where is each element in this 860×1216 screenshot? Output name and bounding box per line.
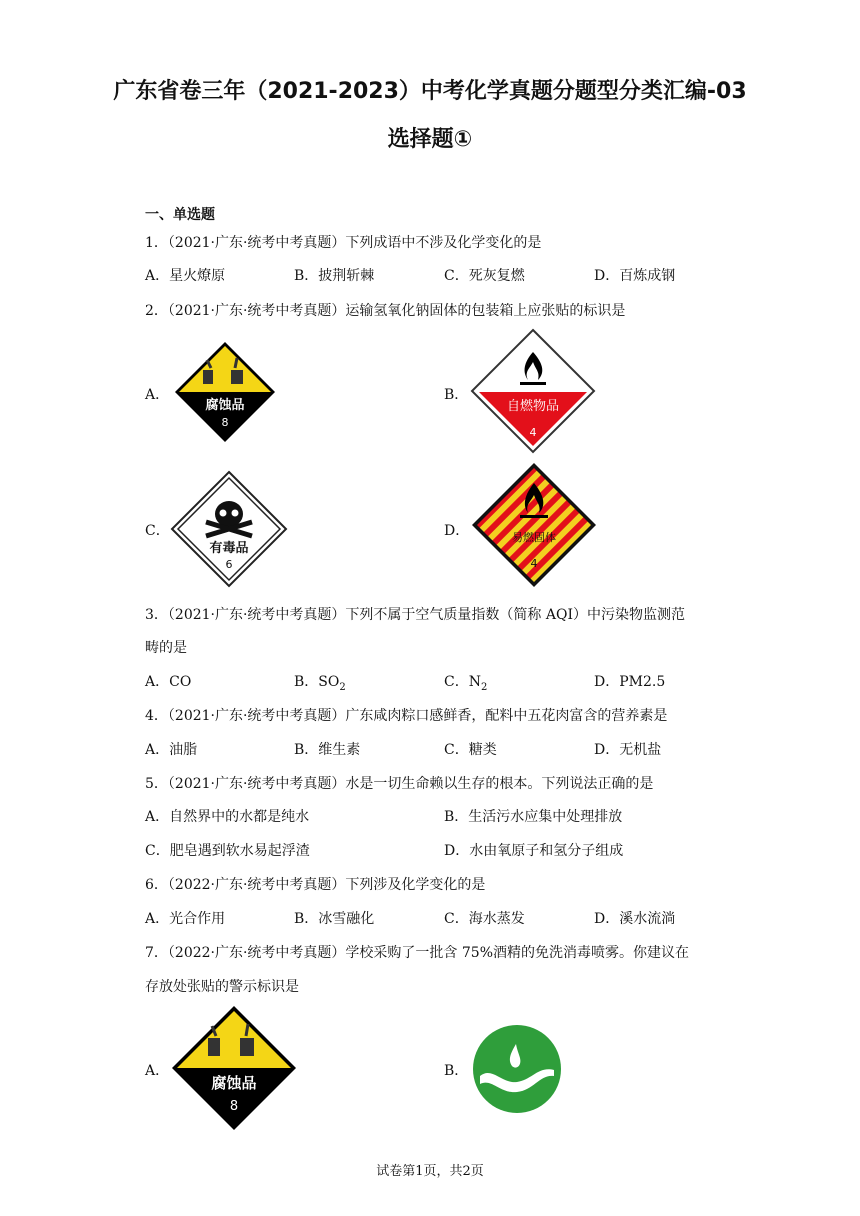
q1-stem: 1．（2021·广东·统考中考真题）下列成语中不涉及化学变化的是 — [145, 235, 542, 251]
q5-option-b: B．生活污水应集中处理排放 — [444, 809, 623, 825]
q1-option-a: A．星火燎原 — [145, 268, 226, 284]
q6-option-d: D．溪水流淌 — [594, 911, 676, 927]
q5-stem: 5．（2021·广东·统考中考真题）水是一切生命赖以生存的根本。下列说法正确的是 — [145, 776, 654, 792]
spontaneous-combustion-sign-label: 自燃物品 — [506, 399, 560, 414]
q5-option-d: D．水由氧原子和氢分子组成 — [444, 843, 624, 859]
q7-option-b: B． — [444, 1063, 469, 1079]
water-saving-sign-icon — [472, 1024, 562, 1114]
spontaneous-combustion-sign-number: 4 — [529, 426, 537, 439]
toxic-sign-label: 有毒品 — [209, 541, 249, 556]
page-footer: 试卷第1页，共2页 — [376, 1164, 484, 1179]
toxic-sign-number: 6 — [225, 558, 233, 571]
q3-option-c: C．$N_2$ — [444, 674, 488, 693]
q3-option-b: B．$SO_2$ — [294, 674, 346, 693]
q5-option-c: C．肥皂遇到软水易起浮渣 — [145, 843, 310, 859]
corrosive-sign-label: 腐蚀品 — [205, 398, 245, 413]
document-title: 广东省卷三年（2021-2023）中考化学真题分题型分类汇编-03 — [113, 79, 747, 104]
corrosive-sign-icon — [173, 340, 277, 444]
q4-option-a: A．油脂 — [145, 742, 198, 758]
q3-stem-line2: 畴的是 — [145, 640, 187, 656]
corrosive-sign-label: 腐蚀品 — [211, 1074, 257, 1092]
corrosive-sign-number: 8 — [221, 416, 229, 429]
q4-option-c: C．糖类 — [444, 742, 497, 758]
q1-option-d: D．百炼成钢 — [594, 268, 676, 284]
q4-stem: 4．（2021·广东·统考中考真题）广东咸肉粽口感鲜香，配料中五花肉富含的营养素是 — [145, 708, 668, 724]
corrosive-sign-icon — [170, 1004, 298, 1132]
q7-stem-line1: 7．（2022·广东·统考中考真题）学校采购了一批含 75%酒精的免洗消毒喷雾。你建议在 — [145, 945, 690, 961]
q6-option-a: A．光合作用 — [145, 911, 226, 927]
q3-option-a: A．CO — [145, 674, 192, 690]
flammable-solid-sign-icon — [470, 461, 598, 589]
q6-option-b: B．冰雪融化 — [294, 911, 375, 927]
q6-stem: 6．（2022·广东·统考中考真题）下列涉及化学变化的是 — [145, 877, 486, 893]
q7-option-a: A． — [145, 1063, 170, 1079]
flammable-solid-sign-label: 易燃固体 — [512, 531, 556, 544]
q4-option-d: D．无机盐 — [594, 742, 662, 758]
q2-stem: 2．（2021·广东·统考中考真题）运输氢氧化钠固体的包装箱上应张贴的标识是 — [145, 303, 626, 319]
q2-option-d: D． — [444, 523, 470, 539]
section-heading: 一、单选题 — [145, 207, 215, 223]
q2-option-a: A． — [145, 387, 170, 403]
flammable-solid-sign-number: 4 — [530, 557, 538, 570]
q2-option-b: B． — [444, 387, 469, 403]
q1-option-b: B．披荆斩棘 — [294, 268, 375, 284]
q6-option-c: C．海水蒸发 — [444, 911, 525, 927]
q3-stem-line1: 3．（2021·广东·统考中考真题）下列不属于空气质量指数（简称 AQI）中污染物监测范 — [145, 607, 686, 623]
q3-option-d: D．PM2.5 — [594, 674, 666, 690]
q1-option-c: C．死灰复燃 — [444, 268, 525, 284]
document-subtitle: 选择题① — [387, 127, 473, 152]
spontaneous-combustion-sign-icon — [470, 328, 596, 454]
q5-option-a: A．自然界中的水都是纯水 — [145, 809, 310, 825]
toxic-sign-icon — [170, 470, 288, 588]
q7-stem-line2: 存放处张贴的警示标识是 — [145, 979, 299, 995]
corrosive-sign-number: 8 — [229, 1099, 239, 1114]
q4-option-b: B．维生素 — [294, 742, 361, 758]
q2-option-c: C． — [145, 523, 170, 539]
